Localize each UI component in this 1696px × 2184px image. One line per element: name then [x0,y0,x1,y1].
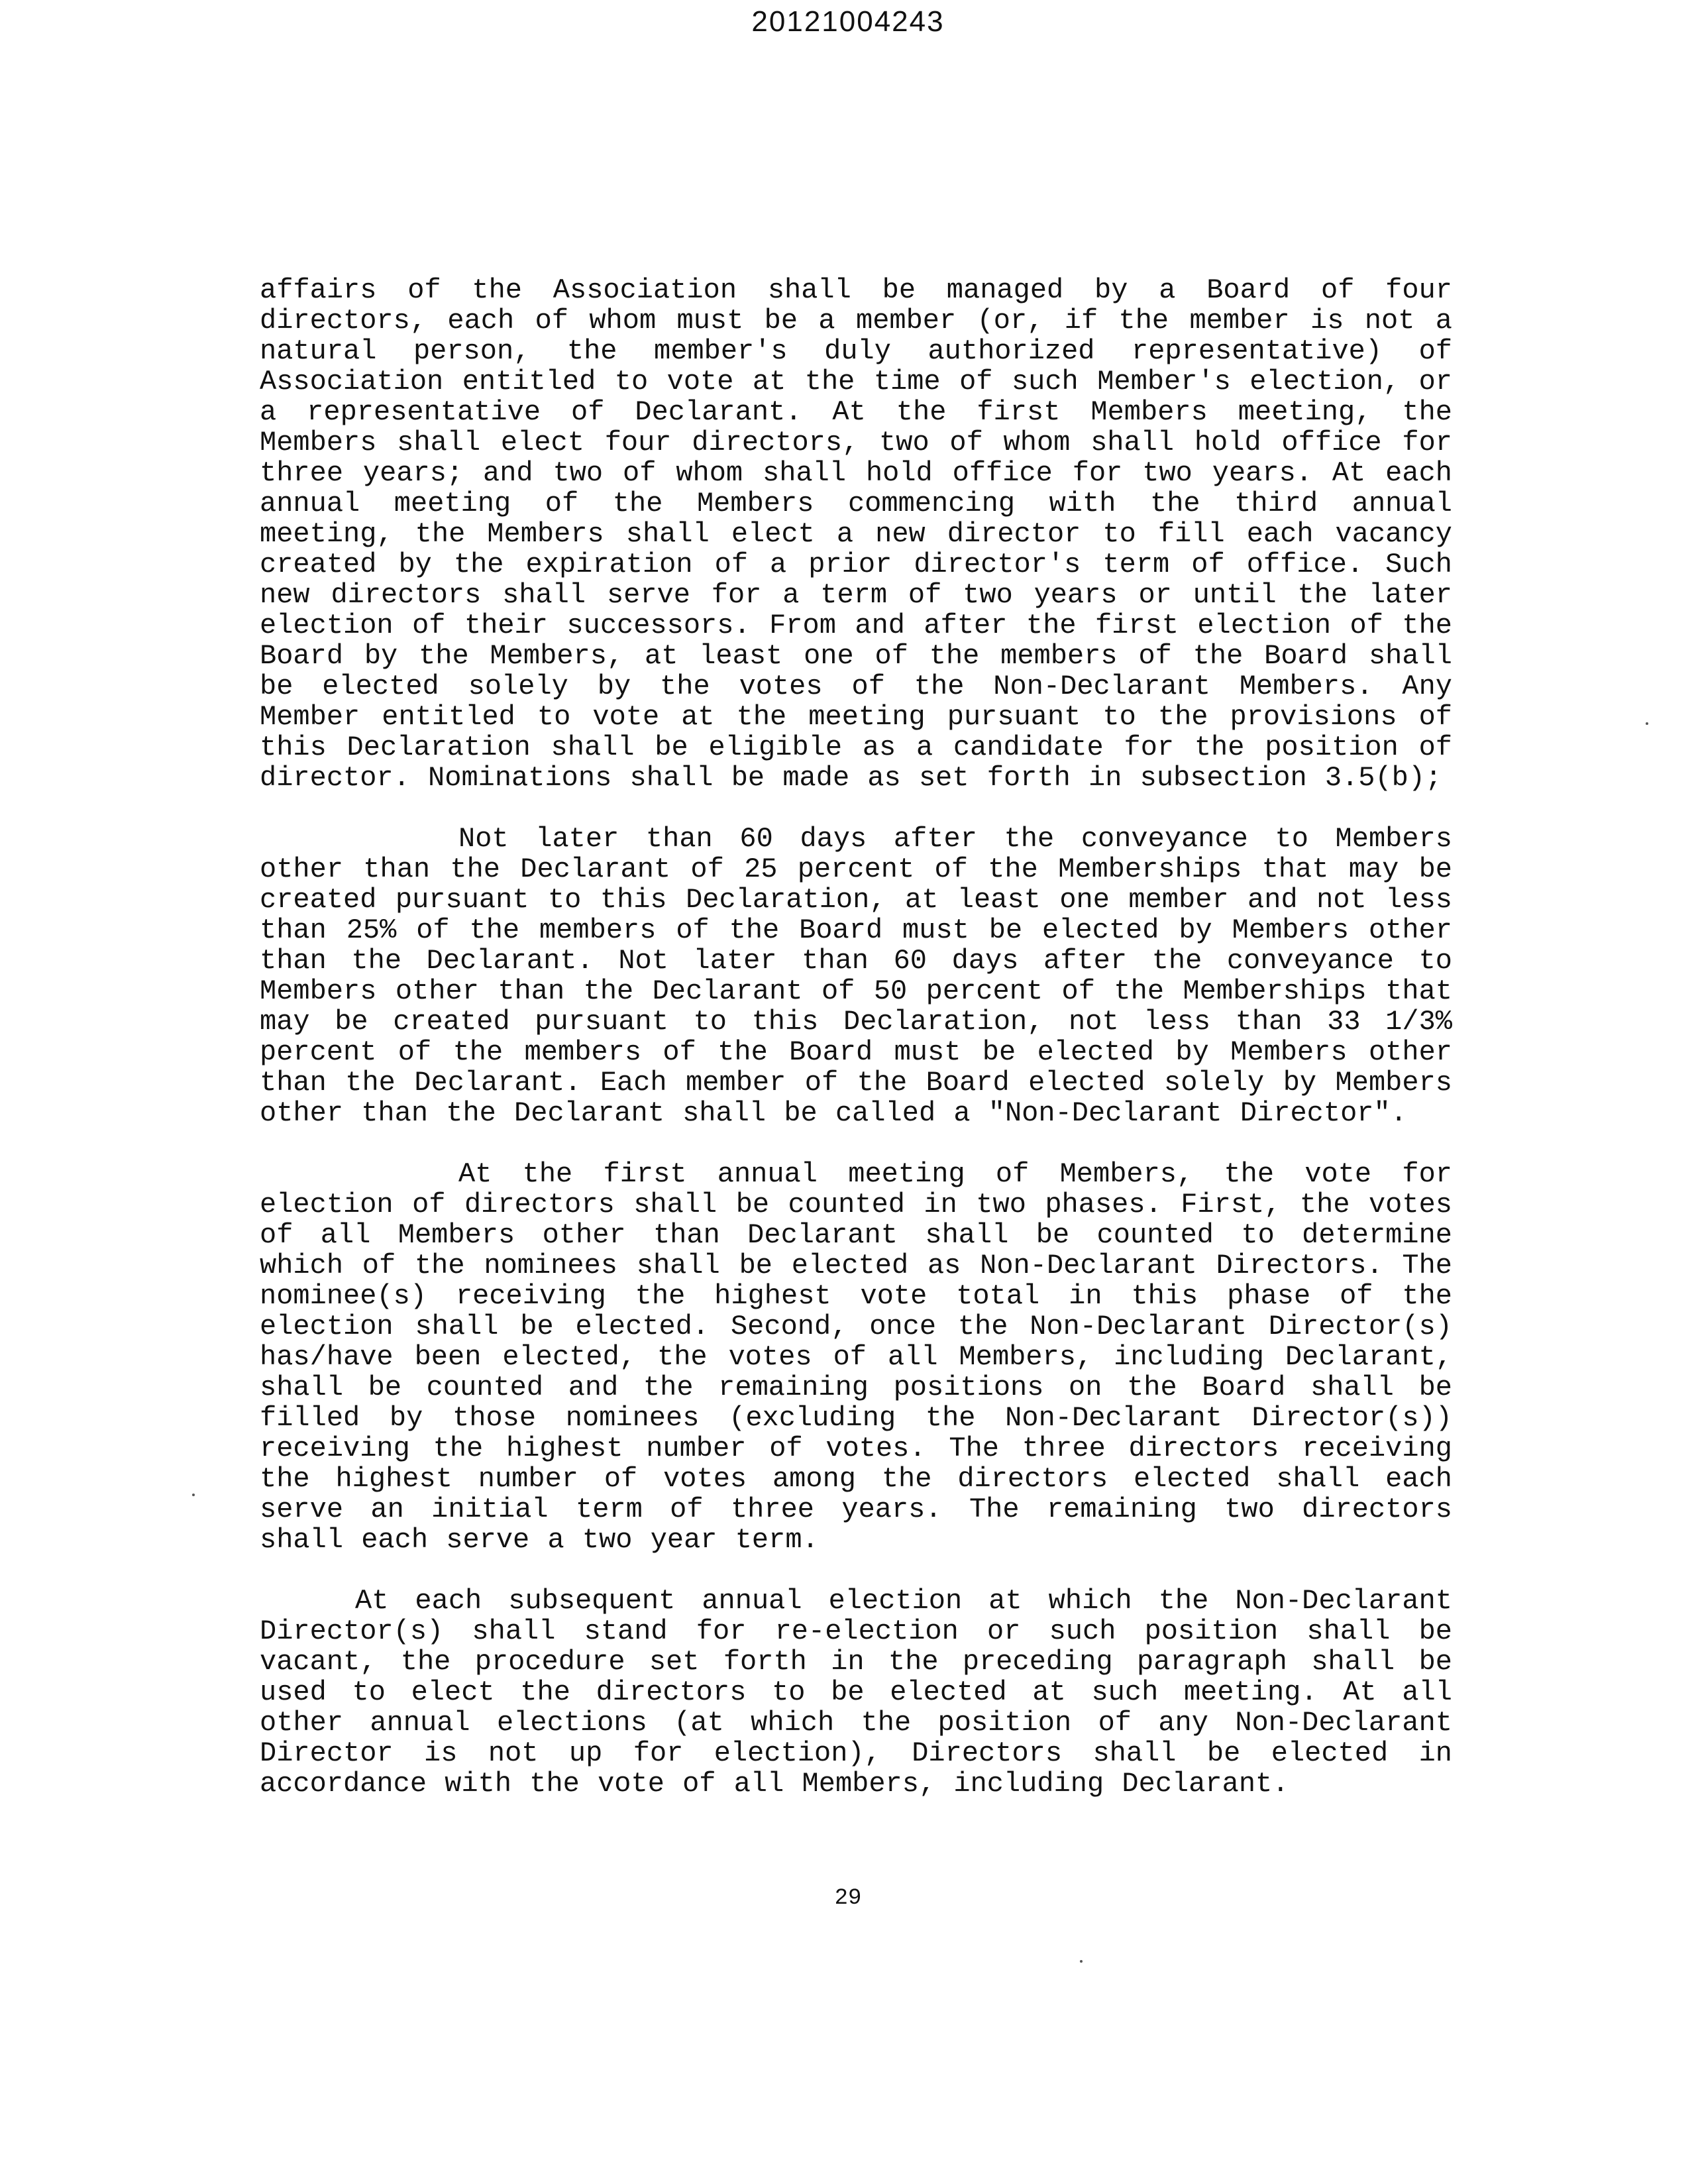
paragraph-first-annual-meeting: At the first annual meeting of Members, the vote for election of directors shall be counted in two phases. First, the votes of all Members other than Declarant shall be counted to determine which of the nominees shall be elected as Non-Declarant Directors. The nominee(s) receiving the highest vote total in this phase of the election shall be elected. Second, once the Non-Declarant Director(s) has/have been elected, the votes of all Members, including Declarant, shall be counted and the remaining positions on the Board shall be filled by those nominees (excluding the Non-Declarant Director(s)) receiving the highest number of votes. The three directors receiving the highest number of votes among the directors elected shall each serve an initial term of three years. The remaining two directors shall each serve a two year term. [260,1158,1452,1556]
document-number: 20121004243 [751,5,945,38]
scan-speck [192,1494,195,1496]
paragraph-board-composition: affairs of the Association shall be managed by a Board of four directors, each of whom must be a member (or, if the member is not a natural person, the member's duly authorized representative) of Association entitled to vote at the time of such Member's election, or a representative of Declarant. At the first Members meeting, the Members shall elect four directors, two of whom shall hold office for three years; and two of whom shall hold office for two years. At each annual meeting of the Members commencing with the third annual meeting, the Members shall elect a new director to fill each vacancy created by the expiration of a prior director's term of office. Such new directors shall serve for a term of two years or until the later election of their successors. From and after the first election of the Board by the Members, at least one of the members of the Board shall be elected solely by the votes of the Non-Declarant Members. Any Member entitled to vote at the meeting pursuant to the provisions of this Declaration shall be eligible as a candidate for the position of director. Nominations shall be made as set forth in subsection 3.5(b); [260,274,1452,794]
paragraph-non-declarant-election: Not later than 60 days after the conveyance to Members other than the Declarant of 25 percent of the Memberships that may be created pursuant to this Declaration, at least one member and not less than 25% of the members of the Board must be elected by Members other than the Declarant. Not later than 60 days after the conveyance to Members other than the Declarant of 50 percent of the Memberships that may be created pursuant to this Declaration, not less than 33 1/3% percent of the members of the Board must be elected by Members other than the Declarant. Each member of the Board elected solely by Members other than the Declarant shall be called a "Non-Declarant Director". [260,823,1452,1129]
paragraph-subsequent-elections: At each subsequent annual election at which the Non-Declarant Director(s) shall stand for re-election or such position shall be vacant, the procedure set forth in the preceding paragraph shall be used to elect the directors to be elected at such meeting. At all other annual elections (at which the position of any Non-Declarant Director is not up for election), Directors shall be elected in accordance with the vote of all Members, including Declarant. [260,1585,1452,1800]
page-number: 29 [834,1886,862,1911]
scan-speck [1080,1960,1083,1963]
scan-speck [1646,722,1648,725]
document-body [260,275,1452,1799]
